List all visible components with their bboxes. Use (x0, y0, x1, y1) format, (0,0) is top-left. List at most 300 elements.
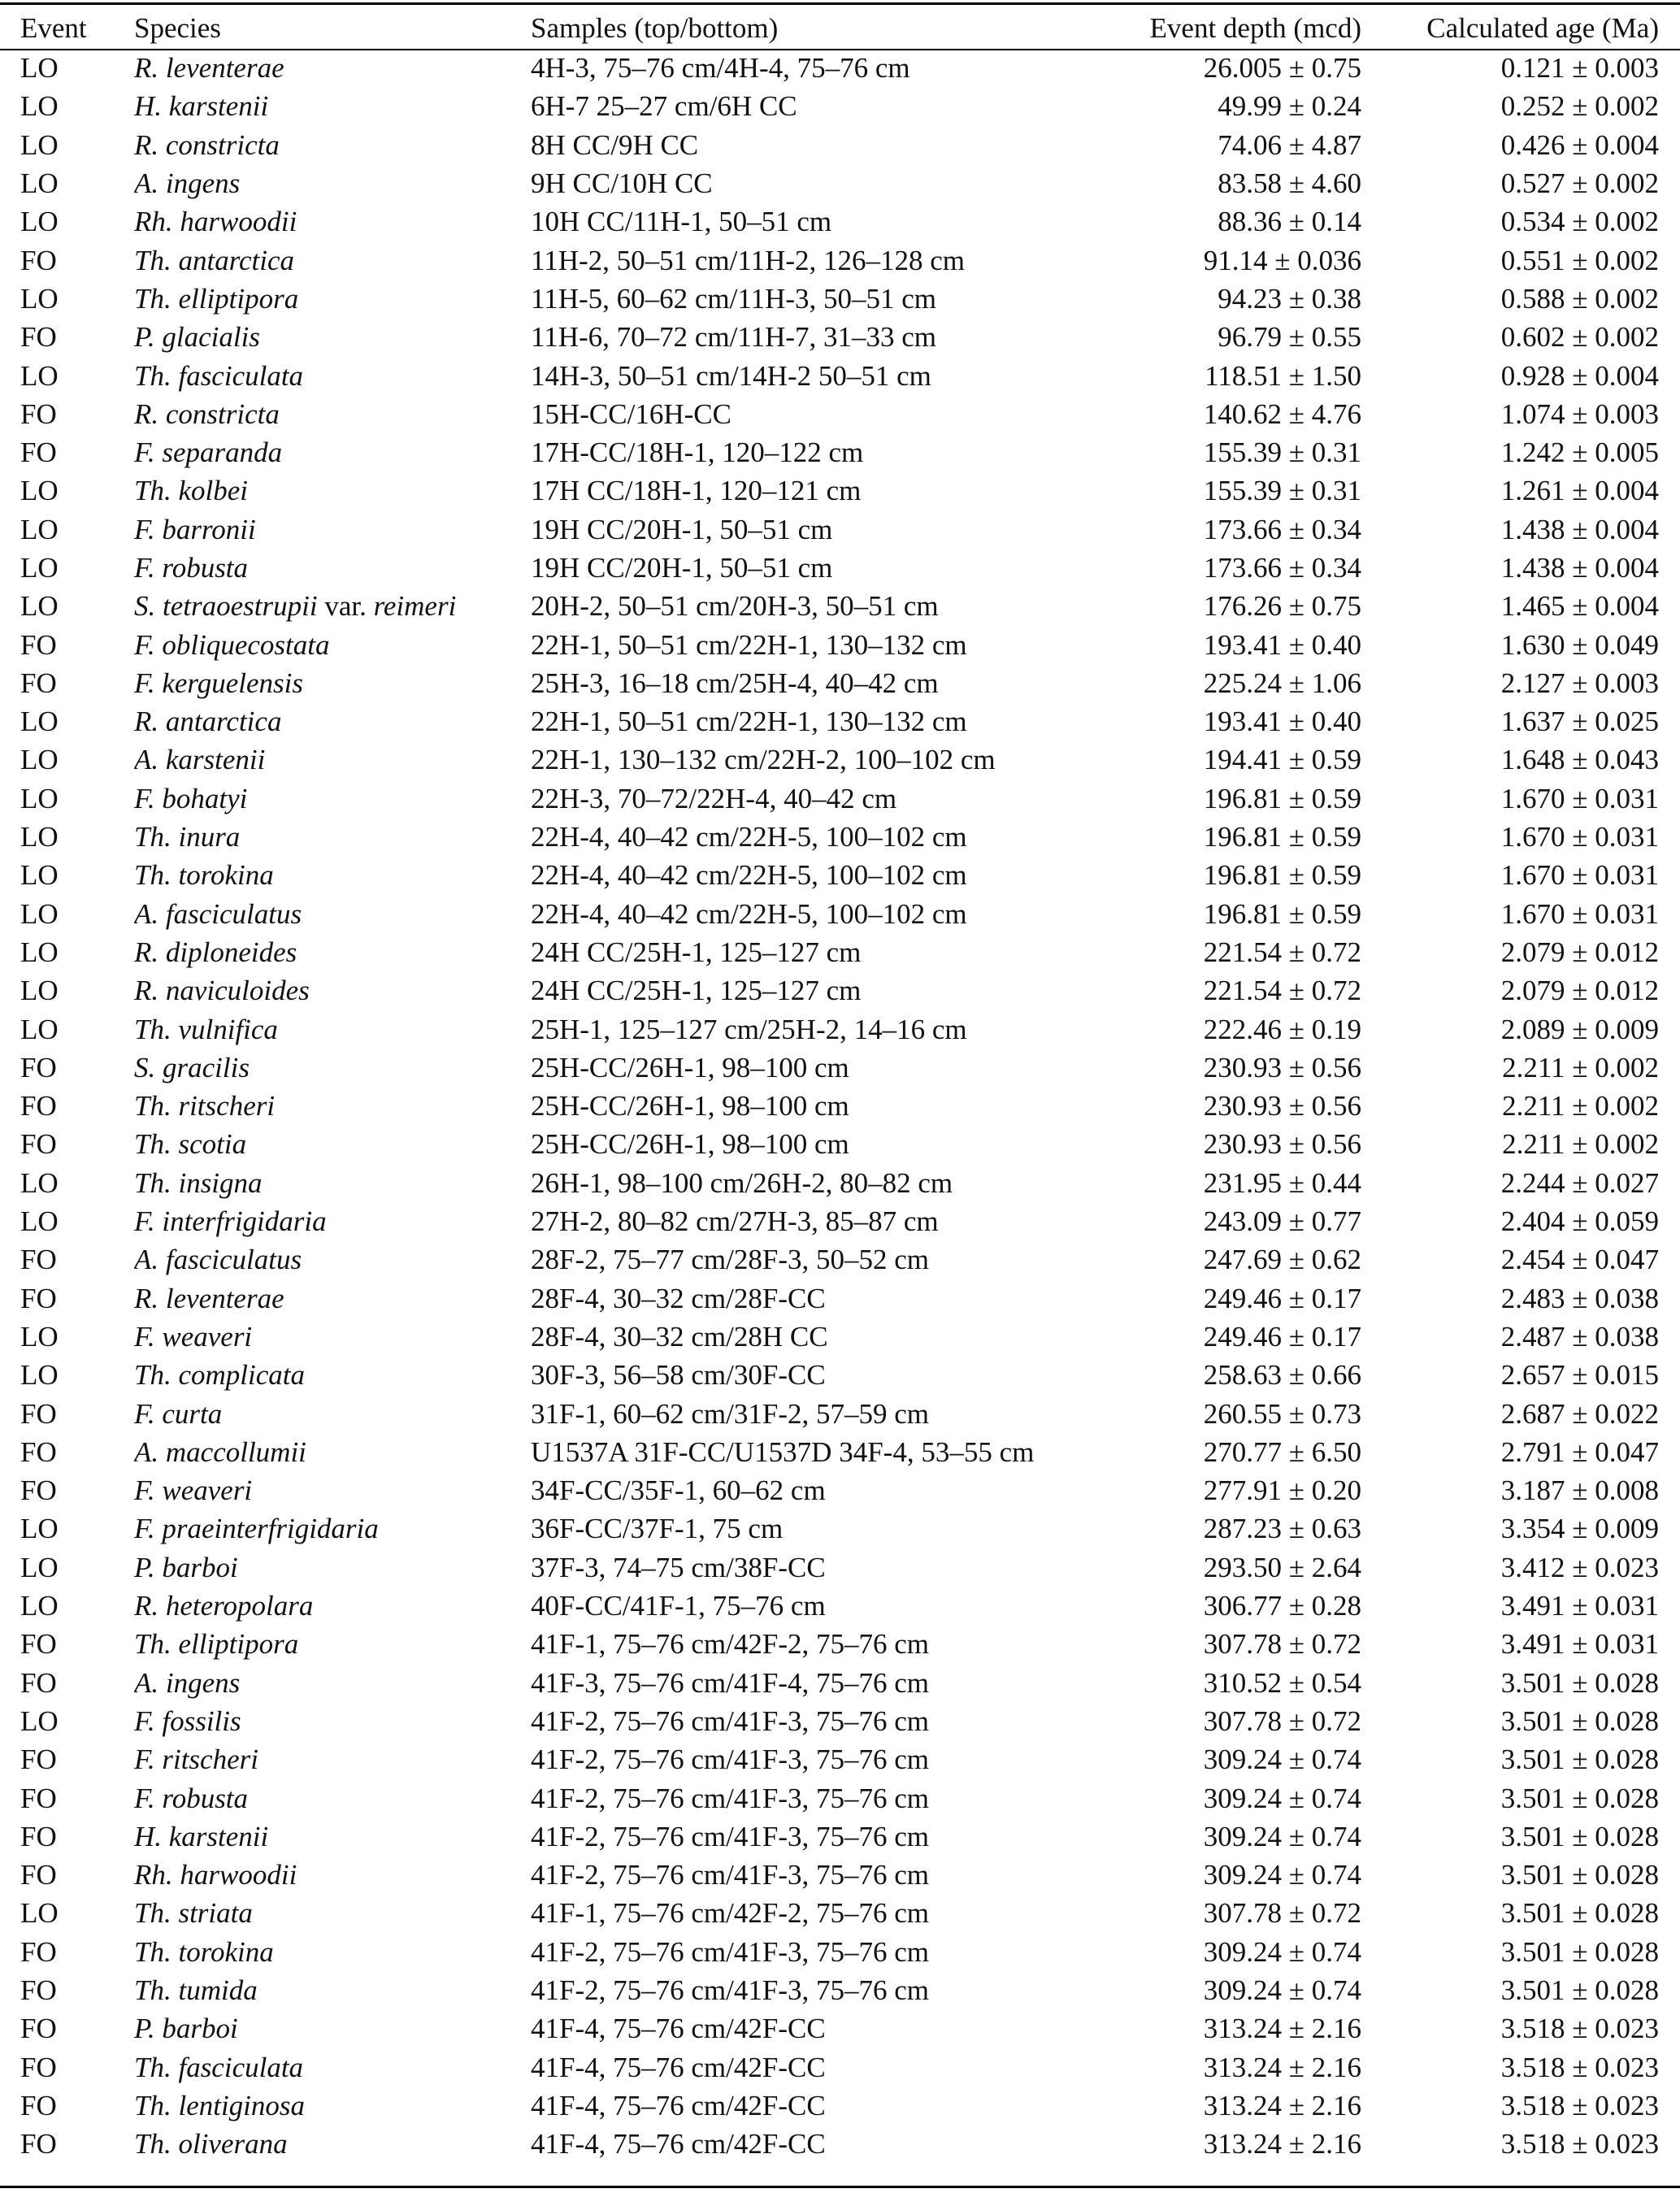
cell-age: 3.501 ± 0.028 (1500, 1704, 1659, 1737)
cell-depth: 258.63 ± 0.66 (1203, 1359, 1361, 1392)
cell-age: 2.791 ± 0.047 (1500, 1435, 1659, 1468)
cell-event: LO (20, 590, 59, 623)
species-part: var. (317, 590, 374, 623)
cell-event: LO (20, 90, 59, 123)
cell-age: 0.928 ± 0.004 (1500, 359, 1659, 392)
cell-samples: 41F-2, 75–76 cm/41F-3, 75–76 cm (531, 1704, 929, 1737)
table-row (0, 2087, 1680, 2125)
cell-depth: 221.54 ± 0.72 (1203, 975, 1361, 1007)
table-row (0, 433, 1680, 471)
header-row (0, 7, 1680, 49)
cell-event: LO (20, 782, 59, 814)
cell-samples: 34F-CC/35F-1, 60–62 cm (531, 1474, 826, 1507)
table-row (0, 779, 1680, 818)
cell-depth: 193.41 ± 0.40 (1203, 628, 1361, 661)
table-row (0, 625, 1680, 663)
table-row (0, 395, 1680, 433)
cell-samples: 28F-4, 30–32 cm/28H CC (531, 1320, 828, 1353)
cell-samples: 22H-4, 40–42 cm/22H-5, 100–102 cm (531, 821, 967, 853)
cell-age: 3.501 ± 0.028 (1500, 1897, 1659, 1930)
table-row (0, 1394, 1680, 1432)
cell-samples: 25H-CC/26H-1, 98–100 cm (531, 1090, 849, 1123)
cell-age: 1.637 ± 0.025 (1500, 706, 1659, 738)
table-row (0, 587, 1680, 625)
cell-event: LO (20, 1166, 59, 1199)
species-part: reimeri (373, 590, 457, 623)
cell-species: F. obliquecostata (134, 628, 330, 661)
cell-samples: 22H-1, 130–132 cm/22H-2, 100–102 cm (531, 744, 996, 776)
cell-species: F. robusta (134, 552, 249, 584)
table-row (0, 1356, 1680, 1394)
cell-species: Rh. harwoodii (134, 206, 297, 238)
cell-event: LO (20, 513, 59, 545)
cell-event: LO (20, 1013, 59, 1045)
cell-depth: 277.91 ± 0.20 (1203, 1474, 1361, 1507)
cell-age: 3.501 ± 0.028 (1500, 1744, 1659, 1776)
cell-depth: 140.62 ± 4.76 (1203, 397, 1361, 430)
cell-event: LO (20, 128, 59, 161)
cell-species: A. fasciculatus (134, 897, 302, 930)
cell-age: 2.211 ± 0.002 (1502, 1128, 1659, 1161)
cell-age: 2.404 ± 0.059 (1500, 1205, 1659, 1238)
biostratigraphic-events-table (0, 7, 1680, 2163)
cell-event: FO (20, 1051, 57, 1083)
cell-samples: 41F-2, 75–76 cm/41F-3, 75–76 cm (531, 1974, 929, 2006)
cell-depth: 196.81 ± 0.59 (1203, 821, 1361, 853)
cell-samples: 24H CC/25H-1, 125–127 cm (531, 936, 862, 968)
cell-age: 0.252 ± 0.002 (1500, 90, 1659, 123)
bottom-rule (0, 2186, 1680, 2188)
cell-samples: 22H-3, 70–72/22H-4, 40–42 cm (531, 782, 897, 814)
cell-depth: 270.77 ± 6.50 (1203, 1435, 1361, 1468)
cell-species: Th. ritscheri (134, 1090, 276, 1123)
table-row (0, 1433, 1680, 1471)
table-row (0, 549, 1680, 587)
cell-depth: 74.06 ± 4.87 (1218, 128, 1361, 161)
cell-species: Th. kolbei (134, 475, 248, 507)
top-rule (0, 2, 1680, 5)
cell-age: 0.588 ± 0.002 (1500, 282, 1659, 315)
header-species: Species (134, 12, 221, 44)
cell-samples: 41F-4, 75–76 cm/42F-CC (531, 2128, 826, 2160)
cell-age: 3.501 ± 0.028 (1500, 1782, 1659, 1814)
cell-species: A. ingens (134, 1666, 241, 1699)
table-row (0, 356, 1680, 394)
cell-samples: 22H-4, 40–42 cm/22H-5, 100–102 cm (531, 897, 967, 930)
cell-samples: 22H-1, 50–51 cm/22H-1, 130–132 cm (531, 706, 967, 738)
cell-samples: 36F-CC/37F-1, 75 cm (531, 1513, 784, 1545)
cell-age: 2.211 ± 0.002 (1502, 1090, 1659, 1123)
cell-samples: 11H-6, 70–72 cm/11H-7, 31–33 cm (531, 321, 937, 354)
cell-event: LO (20, 859, 59, 892)
table-row (0, 1702, 1680, 1740)
cell-age: 1.261 ± 0.004 (1500, 475, 1659, 507)
table-row (0, 1778, 1680, 1817)
cell-samples: 41F-3, 75–76 cm/41F-4, 75–76 cm (531, 1666, 929, 1699)
cell-age: 2.657 ± 0.015 (1500, 1359, 1659, 1392)
cell-samples: 19H CC/20H-1, 50–51 cm (531, 552, 833, 584)
cell-event: LO (20, 744, 59, 776)
cell-age: 3.187 ± 0.008 (1500, 1474, 1659, 1507)
cell-samples: 41F-4, 75–76 cm/42F-CC (531, 2013, 826, 2045)
cell-event: LO (20, 706, 59, 738)
table-row (0, 164, 1680, 202)
table-row (0, 1202, 1680, 1240)
cell-event: FO (20, 667, 57, 699)
cell-depth: 313.24 ± 2.16 (1203, 2128, 1361, 2160)
cell-species: S. gracilis (134, 1051, 250, 1083)
cell-samples: 26H-1, 98–100 cm/26H-2, 80–82 cm (531, 1166, 953, 1199)
table-row (0, 818, 1680, 856)
cell-age: 2.127 ± 0.003 (1500, 667, 1659, 699)
cell-age: 1.670 ± 0.031 (1500, 897, 1659, 930)
table-row (0, 241, 1680, 279)
table-row (0, 1740, 1680, 1778)
cell-depth: 249.46 ± 0.17 (1203, 1320, 1361, 1353)
cell-species: Th. fasciculata (134, 2051, 304, 2083)
cell-species: F. curta (134, 1397, 223, 1430)
table-row (0, 895, 1680, 933)
cell-age: 1.670 ± 0.031 (1500, 782, 1659, 814)
cell-age: 3.501 ± 0.028 (1500, 1859, 1659, 1891)
cell-depth: 307.78 ± 0.72 (1203, 1628, 1361, 1661)
cell-event: LO (20, 1513, 59, 1545)
cell-samples: 15H-CC/16H-CC (531, 397, 731, 430)
cell-species: R. leventerae (134, 1282, 284, 1314)
cell-depth: 49.99 ± 0.24 (1218, 90, 1361, 123)
cell-species: Th. fasciculata (134, 359, 304, 392)
cell-event: FO (20, 1935, 57, 1968)
cell-event: LO (20, 1205, 59, 1238)
cell-species: Th. torokina (134, 859, 274, 892)
table-row (0, 510, 1680, 549)
cell-event: LO (20, 552, 59, 584)
cell-event: LO (20, 897, 59, 930)
cell-event: FO (20, 1090, 57, 1123)
cell-species: R. constricta (134, 397, 280, 430)
cell-depth: 88.36 ± 0.14 (1218, 206, 1361, 238)
cell-age: 0.551 ± 0.002 (1500, 244, 1659, 276)
cell-event: LO (20, 167, 59, 200)
cell-event: LO (20, 206, 59, 238)
cell-depth: 247.69 ± 0.62 (1203, 1244, 1361, 1276)
table-row (0, 1087, 1680, 1125)
cell-depth: 243.09 ± 0.77 (1203, 1205, 1361, 1238)
cell-species: Th. elliptipora (134, 1628, 299, 1661)
cell-samples: 17H-CC/18H-1, 120–122 cm (531, 436, 864, 469)
cell-species: R. constricta (134, 128, 280, 161)
cell-event: LO (20, 821, 59, 853)
cell-samples: 22H-4, 40–42 cm/22H-5, 100–102 cm (531, 859, 967, 892)
table-row (0, 856, 1680, 894)
cell-event: FO (20, 2128, 57, 2160)
cell-age: 0.121 ± 0.003 (1500, 52, 1659, 85)
cell-depth: 96.79 ± 0.55 (1218, 321, 1361, 354)
cell-species: Th. striata (134, 1897, 253, 1930)
table-row (0, 1587, 1680, 1625)
cell-age: 3.518 ± 0.023 (1500, 2089, 1659, 2121)
table-row (0, 1049, 1680, 1087)
cell-age: 2.089 ± 0.009 (1500, 1013, 1659, 1045)
header-age: Calculated age (Ma) (1426, 12, 1659, 44)
cell-age: 2.211 ± 0.002 (1502, 1051, 1659, 1083)
cell-event: FO (20, 2089, 57, 2121)
cell-age: 1.438 ± 0.004 (1500, 552, 1659, 584)
cell-samples: 41F-2, 75–76 cm/41F-3, 75–76 cm (531, 1935, 929, 1968)
cell-age: 3.501 ± 0.028 (1500, 1974, 1659, 2006)
cell-depth: 91.14 ± 0.036 (1203, 244, 1361, 276)
table-row (0, 1894, 1680, 1932)
cell-species: P. barboi (134, 1551, 238, 1583)
cell-species: F. barronii (134, 513, 256, 545)
cell-event: FO (20, 1666, 57, 1699)
table-row (0, 126, 1680, 164)
cell-event: FO (20, 1859, 57, 1891)
cell-event: FO (20, 244, 57, 276)
cell-age: 3.491 ± 0.031 (1500, 1590, 1659, 1622)
cell-species: Th. complicata (134, 1359, 305, 1392)
cell-age: 3.501 ± 0.028 (1500, 1666, 1659, 1699)
cell-age: 0.426 ± 0.004 (1500, 128, 1659, 161)
table-row (0, 1279, 1680, 1318)
cell-samples: 27H-2, 80–82 cm/27H-3, 85–87 cm (531, 1205, 939, 1238)
table-row (0, 702, 1680, 740)
cell-depth: 309.24 ± 0.74 (1203, 1744, 1361, 1776)
table-row (0, 2048, 1680, 2086)
cell-age: 0.527 ± 0.002 (1500, 167, 1659, 200)
cell-event: LO (20, 975, 59, 1007)
cell-age: 2.687 ± 0.022 (1500, 1397, 1659, 1430)
cell-species: Th. inura (134, 821, 241, 853)
header-depth: Event depth (mcd) (1149, 12, 1361, 44)
cell-depth: 306.77 ± 0.28 (1203, 1590, 1361, 1622)
cell-depth: 293.50 ± 2.64 (1203, 1551, 1361, 1583)
cell-event: FO (20, 1744, 57, 1776)
cell-species: Th. torokina (134, 1935, 274, 1968)
cell-age: 0.602 ± 0.002 (1500, 321, 1659, 354)
cell-event: FO (20, 628, 57, 661)
cell-event: FO (20, 1128, 57, 1161)
cell-age: 3.518 ± 0.023 (1500, 2013, 1659, 2045)
cell-depth: 173.66 ± 0.34 (1203, 513, 1361, 545)
table-row (0, 1856, 1680, 1894)
cell-age: 1.630 ± 0.049 (1500, 628, 1659, 661)
cell-samples: 41F-2, 75–76 cm/41F-3, 75–76 cm (531, 1782, 929, 1814)
cell-age: 3.501 ± 0.028 (1500, 1935, 1659, 1968)
cell-age: 3.491 ± 0.031 (1500, 1628, 1659, 1661)
cell-samples: 11H-2, 50–51 cm/11H-2, 126–128 cm (531, 244, 966, 276)
cell-depth: 230.93 ± 0.56 (1203, 1090, 1361, 1123)
cell-event: LO (20, 1590, 59, 1622)
table-row (0, 1471, 1680, 1509)
cell-depth: 230.93 ± 0.56 (1203, 1051, 1361, 1083)
table-row (0, 740, 1680, 779)
cell-species: F. praeinterfrigidaria (134, 1513, 379, 1545)
cell-event: FO (20, 2051, 57, 2083)
cell-species: H. karstenii (134, 90, 269, 123)
table-row (0, 2009, 1680, 2048)
table-row (0, 971, 1680, 1010)
cell-species: F. interfrigidaria (134, 1205, 327, 1238)
cell-depth: 222.46 ± 0.19 (1203, 1013, 1361, 1045)
cell-age: 3.354 ± 0.009 (1500, 1513, 1659, 1545)
cell-samples: 37F-3, 74–75 cm/38F-CC (531, 1551, 826, 1583)
cell-event: LO (20, 1551, 59, 1583)
table-row (0, 49, 1680, 87)
cell-event: FO (20, 1244, 57, 1276)
table-row (0, 1010, 1680, 1048)
cell-event: FO (20, 2013, 57, 2045)
cell-samples: 6H-7 25–27 cm/6H CC (531, 90, 797, 123)
cell-samples: 4H-3, 75–76 cm/4H-4, 75–76 cm (531, 52, 910, 85)
cell-depth: 313.24 ± 2.16 (1203, 2051, 1361, 2083)
cell-species: Th. antarctica (134, 244, 295, 276)
cell-event: LO (20, 282, 59, 315)
cell-species: Th. scotia (134, 1128, 247, 1161)
cell-event: FO (20, 397, 57, 430)
cell-species: Th. vulnifica (134, 1013, 278, 1045)
cell-age: 1.670 ± 0.031 (1500, 821, 1659, 853)
cell-samples: 41F-2, 75–76 cm/41F-3, 75–76 cm (531, 1820, 929, 1852)
cell-depth: 94.23 ± 0.38 (1218, 282, 1361, 315)
cell-samples: 41F-1, 75–76 cm/42F-2, 75–76 cm (531, 1897, 929, 1930)
cell-age: 1.670 ± 0.031 (1500, 859, 1659, 892)
cell-depth: 225.24 ± 1.06 (1203, 667, 1361, 699)
cell-event: LO (20, 1704, 59, 1737)
cell-species: F. weaveri (134, 1320, 253, 1353)
cell-depth: 310.52 ± 0.54 (1203, 1666, 1361, 1699)
cell-age: 1.438 ± 0.004 (1500, 513, 1659, 545)
species-part: S. tetraoestrupii (134, 590, 318, 623)
cell-samples: 17H CC/18H-1, 120–121 cm (531, 475, 862, 507)
cell-event: FO (20, 1628, 57, 1661)
cell-species: A. ingens (134, 167, 241, 200)
table-row (0, 1240, 1680, 1279)
cell-depth: 173.66 ± 0.34 (1203, 552, 1361, 584)
cell-samples: 25H-1, 125–127 cm/25H-2, 14–16 cm (531, 1013, 967, 1045)
cell-samples: 14H-3, 50–51 cm/14H-2 50–51 cm (531, 359, 931, 392)
cell-event: LO (20, 936, 59, 968)
cell-samples: 19H CC/20H-1, 50–51 cm (531, 513, 833, 545)
cell-depth: 307.78 ± 0.72 (1203, 1897, 1361, 1930)
cell-age: 2.079 ± 0.012 (1500, 975, 1659, 1007)
cell-event: LO (20, 1359, 59, 1392)
cell-age: 0.534 ± 0.002 (1500, 206, 1659, 238)
cell-age: 1.074 ± 0.003 (1500, 397, 1659, 430)
cell-event: LO (20, 52, 59, 85)
cell-age: 3.518 ± 0.023 (1500, 2051, 1659, 2083)
cell-species: A. fasciculatus (134, 1244, 302, 1276)
cell-species: Th. lentiginosa (134, 2089, 306, 2121)
cell-species: F. ritscheri (134, 1744, 258, 1776)
cell-samples: 9H CC/10H CC (531, 167, 713, 200)
cell-species: R. heteropolara (134, 1590, 314, 1622)
cell-depth: 118.51 ± 1.50 (1205, 359, 1361, 392)
cell-species: A. karstenii (134, 744, 266, 776)
cell-age: 1.242 ± 0.005 (1500, 436, 1659, 469)
cell-depth: 196.81 ± 0.59 (1203, 897, 1361, 930)
cell-event: FO (20, 1782, 57, 1814)
cell-samples: 24H CC/25H-1, 125–127 cm (531, 975, 862, 1007)
cell-age: 1.465 ± 0.004 (1500, 590, 1659, 623)
cell-depth: 221.54 ± 0.72 (1203, 936, 1361, 968)
cell-depth: 309.24 ± 0.74 (1203, 1859, 1361, 1891)
cell-age: 2.483 ± 0.038 (1500, 1282, 1659, 1314)
cell-depth: 287.23 ± 0.63 (1203, 1513, 1361, 1545)
cell-event: LO (20, 475, 59, 507)
cell-samples: 20H-2, 50–51 cm/20H-3, 50–51 cm (531, 590, 939, 623)
cell-depth: 196.81 ± 0.59 (1203, 782, 1361, 814)
cell-event: LO (20, 1320, 59, 1353)
cell-event: FO (20, 1974, 57, 2006)
cell-species: F. fossilis (134, 1704, 241, 1737)
cell-event: FO (20, 1282, 57, 1314)
cell-species: P. barboi (134, 2013, 238, 2045)
cell-depth: 309.24 ± 0.74 (1203, 1820, 1361, 1852)
cell-depth: 313.24 ± 2.16 (1203, 2089, 1361, 2121)
cell-samples: 41F-1, 75–76 cm/42F-2, 75–76 cm (531, 1628, 929, 1661)
table-row (0, 1933, 1680, 1971)
cell-species: Th. oliverana (134, 2128, 288, 2160)
cell-event: FO (20, 1820, 57, 1852)
cell-depth: 196.81 ± 0.59 (1203, 859, 1361, 892)
cell-samples: 31F-1, 60–62 cm/31F-2, 57–59 cm (531, 1397, 929, 1430)
cell-age: 2.244 ± 0.027 (1500, 1166, 1659, 1199)
cell-depth: 230.93 ± 0.56 (1203, 1128, 1361, 1161)
cell-age: 3.518 ± 0.023 (1500, 2128, 1659, 2160)
cell-depth: 309.24 ± 0.74 (1203, 1782, 1361, 1814)
cell-samples: 25H-CC/26H-1, 98–100 cm (531, 1051, 849, 1083)
cell-samples: 40F-CC/41F-1, 75–76 cm (531, 1590, 826, 1622)
table-row (0, 1817, 1680, 1856)
table-row (0, 933, 1680, 971)
table-row (0, 1125, 1680, 1163)
table-body (0, 49, 1680, 2163)
cell-samples: 41F-4, 75–76 cm/42F-CC (531, 2051, 826, 2083)
header-samples: Samples (top/bottom) (531, 12, 779, 44)
cell-species: Rh. harwoodii (134, 1859, 297, 1891)
cell-samples: 41F-2, 75–76 cm/41F-3, 75–76 cm (531, 1744, 929, 1776)
cell-depth: 309.24 ± 0.74 (1203, 1935, 1361, 1968)
cell-event: FO (20, 1397, 57, 1430)
table-row (0, 202, 1680, 241)
cell-species: R. leventerae (134, 52, 284, 85)
table-row (0, 664, 1680, 702)
table-row (0, 1971, 1680, 2009)
cell-samples: 25H-3, 16–18 cm/25H-4, 40–42 cm (531, 667, 939, 699)
cell-species: R. naviculoides (134, 975, 310, 1007)
cell-species: Th. insigna (134, 1166, 263, 1199)
cell-age: 3.412 ± 0.023 (1500, 1551, 1659, 1583)
cell-species: A. maccollumii (134, 1435, 306, 1468)
cell-depth: 26.005 ± 0.75 (1203, 52, 1361, 85)
cell-depth: 260.55 ± 0.73 (1203, 1397, 1361, 1430)
cell-species: F. weaveri (134, 1474, 253, 1507)
cell-species: R. diploneides (134, 936, 297, 968)
table-row (0, 1164, 1680, 1202)
table-row (0, 1548, 1680, 1587)
cell-age: 1.648 ± 0.043 (1500, 744, 1659, 776)
cell-depth: 313.24 ± 2.16 (1203, 2013, 1361, 2045)
cell-age: 3.501 ± 0.028 (1500, 1820, 1659, 1852)
header-event: Event (20, 12, 87, 44)
cell-event: FO (20, 1474, 57, 1507)
table-row (0, 471, 1680, 510)
cell-depth: 249.46 ± 0.17 (1203, 1282, 1361, 1314)
cell-samples: 28F-4, 30–32 cm/28F-CC (531, 1282, 826, 1314)
cell-species: F. separanda (134, 436, 283, 469)
cell-samples: 28F-2, 75–77 cm/28F-3, 50–52 cm (531, 1244, 929, 1276)
